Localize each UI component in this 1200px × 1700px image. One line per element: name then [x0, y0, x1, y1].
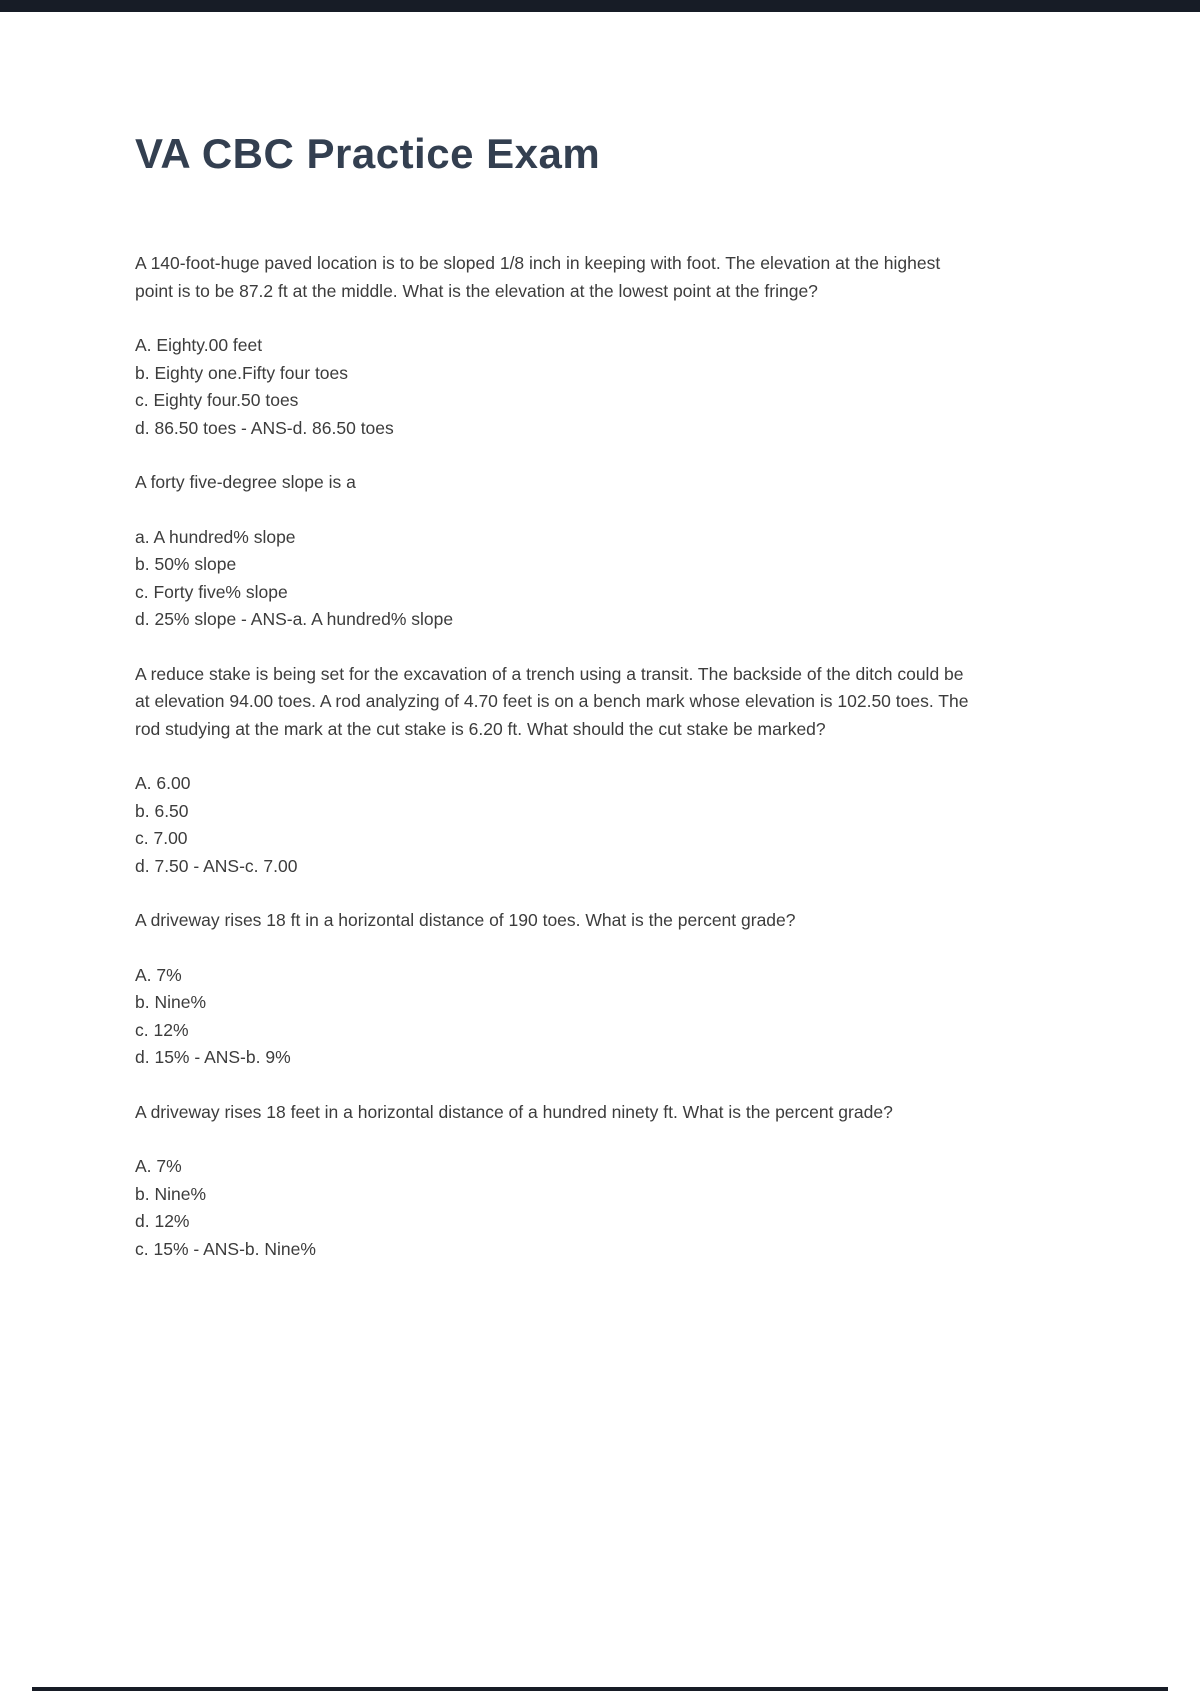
question-block — [135, 661, 970, 881]
options-list — [135, 770, 970, 880]
options-list — [135, 524, 970, 634]
option-line: c. 7.00 — [135, 828, 188, 848]
question-block — [135, 250, 970, 442]
option-line: b. Eighty one.Fifty four toes — [135, 362, 349, 383]
question-text: A reduce stake is being set for the excavation of a trench using a transit. The backside of the ditch could be at elevation 94.00 toes. A rod analyzing of 4.70 feet is on a bench mark whose elevation is 102.50 toes. The rod studying at the mark at the cut stake is 6.20 ft. What should the cut stake be marked? — [135, 663, 969, 739]
option-line: A. Eighty.00 feet — [135, 335, 263, 355]
option-line: d. 25% slope - ANS-a. A hundred% slope — [135, 609, 454, 629]
page-title: VA CBC Practice Exam — [135, 130, 601, 177]
option-line: b. 50% slope — [135, 554, 237, 574]
options-list — [135, 1153, 970, 1263]
option-line: b. Nine% — [135, 1183, 207, 1204]
question-block — [135, 469, 970, 634]
option-line: A. 7% — [135, 1156, 182, 1176]
question-text: A forty five-degree slope is a — [135, 472, 356, 492]
option-line: d. 12% — [135, 1211, 190, 1231]
top-bar — [0, 0, 1200, 12]
question-block — [135, 907, 970, 1072]
option-line: A. 6.00 — [135, 773, 191, 793]
question-text: A driveway rises 18 feet in a horizontal distance of a hundred ninety ft. What is the percent grade? — [135, 1101, 893, 1122]
option-line: b. Nine% — [135, 992, 207, 1012]
option-line: d. 7.50 - ANS-c. 7.00 — [135, 855, 298, 876]
options-list — [135, 962, 970, 1072]
option-line: c. 15% - ANS-b. Nine% — [135, 1238, 316, 1259]
option-line: c. Eighty four.50 toes — [135, 390, 299, 410]
bottom-rule — [32, 1687, 1168, 1691]
option-line: d. 15% - ANS-b. 9% — [135, 1047, 291, 1067]
question-text: A 140-foot-huge paved location is to be sloped 1/8 inch in keeping with foot. The elevation at the highest point is to be 87.2 ft at the middle. What is the elevation at the lowest point at the fringe? — [135, 253, 941, 301]
option-line: c. Forty five% slope — [135, 581, 288, 602]
option-line: a. A hundred% slope — [135, 526, 296, 547]
option-line: c. 12% — [135, 1019, 189, 1040]
question-block — [135, 1099, 970, 1264]
option-line: b. 6.50 — [135, 800, 189, 821]
question-text: A driveway rises 18 ft in a horizontal distance of 190 toes. What is the percent grade? — [135, 910, 796, 930]
option-line: d. 86.50 toes - ANS-d. 86.50 toes — [135, 417, 394, 438]
options-list — [135, 332, 970, 442]
option-line: A. 7% — [135, 964, 182, 985]
